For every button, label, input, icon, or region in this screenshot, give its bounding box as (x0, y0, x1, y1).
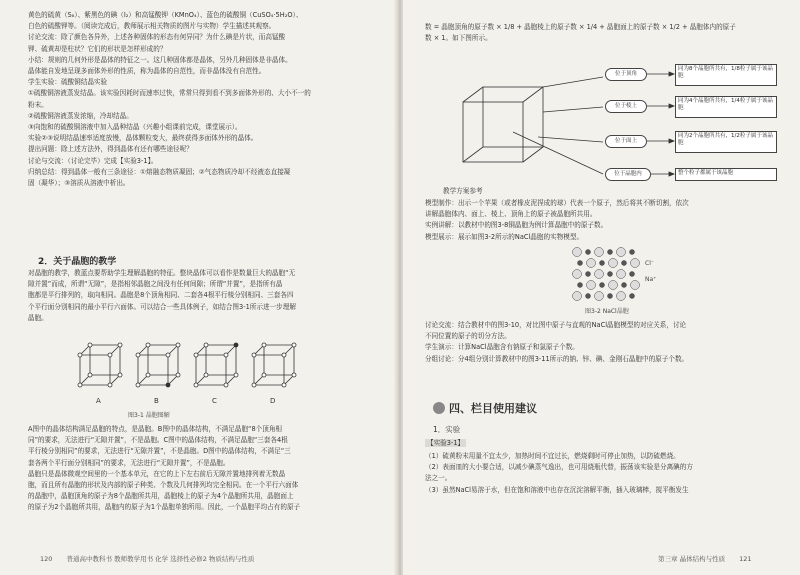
na-ion (608, 250, 613, 255)
discussion-text (425, 320, 785, 365)
cube-figure-b (136, 343, 180, 405)
text-line: 晶胞只是晶体微观空间里的一个基本单元，在它的上下左右前后无隙并置地排列着无数晶 (28, 469, 286, 478)
cl-ion (631, 281, 640, 290)
text-line: 隙并置”而成，所谓“无隙”，是指相邻晶胞之间没有任何间隙；所谓“并置”，是指所有晶 (28, 280, 283, 289)
ion-label-cl: Cl⁻ (645, 260, 655, 267)
na-ion (608, 294, 613, 299)
na-ion (586, 250, 591, 255)
text-line: 不同位置的原子的切分方法。 (425, 332, 511, 341)
subsection-experiment: 1．实验 (433, 425, 461, 434)
cl-ion (587, 281, 596, 290)
cl-ion (609, 259, 618, 268)
na-ion (578, 283, 583, 288)
text-line: 学生实验：硫酸铜结晶实验 (28, 78, 108, 87)
text-line: ②硫酸铜溶液蒸发浓缩，冷却结晶。 (28, 111, 133, 120)
text-line: 模型制作：出示一个苹果（或者橡皮泥捏成的球）代表一个原子，然后将其不断切割，依次 (425, 199, 689, 207)
na-ion (622, 261, 627, 266)
text-line: 晶胞。 (28, 313, 48, 322)
left-top-text (28, 10, 378, 189)
text-line: 讨论交流：除了颜色各异外，上述各种固体的形态有何异同？为什么碘是片状，而高锰酸 (28, 33, 286, 42)
text-line: （1）硫黄粉末用量不宜太少，加热时间不宜过长，燃烧剩时可停止加热，以防硫燃烧。 (425, 452, 680, 460)
text-line: 钾、硫黄却是柱状？它们的形状是怎样形成的？ (28, 44, 167, 53)
na-ion (630, 272, 635, 277)
figure-label: D (270, 397, 276, 405)
nacl-model (571, 246, 641, 304)
text-line: 固（凝华）；③溶质从溶液中析出。 (28, 179, 130, 188)
text-line: 同”的要求，无法进行“无隙并置”，不是晶胞。C图中的晶体结构，不满足晶胞“三套各4根 (28, 436, 288, 445)
text-line: 讲解晶胞体内、面上、棱上、顶角上的原子被晶胞所共用。 (425, 210, 597, 219)
left-footer (40, 554, 254, 563)
figure-label: A (96, 397, 101, 405)
cube-figure-c (194, 343, 238, 405)
text-line: A图中的晶体结构满足晶胞的特点，是晶胞。B图中的晶体结构，不满足晶胞“8个顶角相 (28, 425, 283, 433)
page-number-left: 120 (40, 555, 53, 563)
na-ion (600, 283, 605, 288)
left-footer-text: 普通高中教科书 教师教学用书 化学 选择性必修2 物质结构与性质 (66, 555, 255, 563)
oval-face: 位于面上 (605, 135, 647, 148)
cl-ion (617, 248, 626, 257)
text-line: 晶体能自发地呈现多面体外形的性质，称为晶体的自范性，而非晶体没有自范性。 (28, 67, 266, 76)
text-line: 模型展示：展示如图3-2所示的NaCl晶胞的实物模型。 (425, 232, 584, 241)
text-line: 胞，而且所有晶胞的形状及内部的原子种类、个数及几何排列均完全相同。在一个平行六面体 (28, 481, 299, 490)
left-page (0, 0, 397, 575)
text-line: 粉末。 (28, 100, 48, 109)
text-line: 黄色的硫黄（S₈）、紫黑色的碘（I₂）和高锰酸钾（KMnO₄）、蓝色的硫酸铜（CuSO₄·5H₂O）、 (28, 11, 303, 19)
figure-label: C (212, 397, 217, 405)
experiment-tag-label: 【实验3-1】 (427, 439, 465, 447)
cl-ion (617, 292, 626, 301)
text-line: 实例讲解：以教材中的图3-8铜晶胞为例计算晶胞中的原子数。 (425, 221, 608, 230)
text-line: 实验②③说明结晶速率适度放慢，晶体颗粒变大，最终获得多面体外形的晶体。 (28, 134, 258, 143)
section-four-heading (433, 400, 537, 416)
cl-ion (595, 248, 604, 257)
text-line: 数 = 晶胞顶角的原子数 × 1/8 + 晶胞棱上的原子数 × 1/4 + 晶胞面上的原子数 × 1/2 + 晶胞体内的原子 (425, 23, 736, 31)
cl-ion (587, 259, 596, 268)
right-footer-text: 第三章 晶体结构与性质 (658, 555, 726, 563)
section-unit-cell-title: 2．关于晶胞的教学 (38, 257, 117, 267)
text-line: 的原子为2个晶胞所共用，晶胞内的原子为1个晶胞单独所用。因此，一个晶胞平均占有的原子 (28, 503, 301, 512)
box-edge: 同为4个晶胞所共有，1/4粒子属于该晶胞 (675, 96, 777, 118)
text-line: 胞都是平行排列的，取向相同。晶胞是8个顶角相同、二套各4根平行棱分别相同、三套各四 (28, 291, 294, 300)
na-ion (586, 294, 591, 299)
na-ion (630, 294, 635, 299)
experiment-notes (425, 451, 785, 496)
text-line: 讨论交流：结合教材中的图3-10，对比图中原子与直观的NaCl晶胞模型的对应关系，讨论 (425, 321, 687, 329)
text-line: 白色的硫酸钾等。（阅读完成后，教师展示相关物质的图片与实物）学生描述其观察。 (28, 22, 276, 31)
section-bullet-icon (433, 402, 445, 414)
right-top-text (425, 22, 785, 44)
cl-ion (609, 281, 618, 290)
figure-3-2-caption: 图3-2 NaCl晶胞 (585, 308, 629, 315)
cube-figure-d (252, 343, 296, 405)
text-line: （2）表面皿的大小要合适，以减少碘蒸气逸出，也可用烧瓶代替，振荡该实验是分离碘的方 (425, 463, 693, 472)
experiment-tag (425, 438, 466, 449)
cl-ion (573, 292, 582, 301)
cube-figure-a (78, 343, 122, 405)
text-line: 归纳总结：得到晶体一般有三条途径：①熔融态物质凝固；②气态物质冷却不经液态直接凝 (28, 167, 291, 176)
figure-label: B (154, 397, 159, 405)
na-ion (608, 272, 613, 277)
cl-ion (595, 270, 604, 279)
text-line: ①硫酸铜溶液蒸发结晶。该实验因耗时而速率过快，常常只得到看不到多面体外形的、大小不一的 (28, 89, 311, 98)
unit-cell-explanation (28, 424, 378, 514)
text-line: 平行棱分别相同”的要求，无法进行“无隙并置”，不是晶胞。D图中的晶体结构，不满足“三 (28, 447, 291, 456)
ion-label-na: Na⁺ (645, 276, 657, 283)
teaching-plan-text (425, 198, 785, 243)
box-corner: 同为8个晶胞所共有，1/8粒子属于该晶胞 (675, 64, 777, 86)
na-ion (578, 261, 583, 266)
right-page (403, 0, 800, 575)
text-line: 套各两个平行面分别相同”的要求，无法进行“无隙并置”，不是晶胞。 (28, 458, 230, 467)
text-line: 个平行面分别相同的最小平行六面体。可以结合一些具体例子，如结合图3-1所示进一步理解 (28, 302, 296, 311)
cl-ion (595, 292, 604, 301)
diagram-arrows (647, 64, 677, 184)
unit-cell-text (28, 268, 378, 324)
cl-ion (617, 270, 626, 279)
cl-ion (631, 259, 640, 268)
text-line: 分组讨论：分4组分别计算教材中的图3-11所示的钠、锌、碘、金刚石晶胞中的原子个数。 (425, 354, 689, 363)
na-ion (630, 250, 635, 255)
text-line: 学生演示：计算NaCl晶胞含有钠原子和氯原子个数。 (425, 343, 579, 352)
right-footer (658, 554, 752, 563)
text-line: 法之一。 (425, 474, 452, 483)
teaching-plan-title: 教学方案参考 (443, 187, 483, 195)
text-line: 对晶胞的教学，教蓝点要帮助学生理解晶胞的特征。整块晶体可以看作是数量巨大的晶胞“无 (28, 269, 296, 277)
page-number-right: 121 (739, 555, 752, 563)
text-line: 数 × 1。如下图所示。 (425, 34, 492, 43)
text-line: （3）虽然NaCl易溶于水，但在饱和溶液中也存在沉淀溶解平衡，插入玻璃棒，搅平衡发生 (425, 485, 689, 494)
oval-interior: 位于晶胞内 (605, 168, 651, 181)
na-ion (600, 261, 605, 266)
na-ion (622, 283, 627, 288)
unit-cell-figure (70, 335, 310, 410)
oval-edge: 位于棱上 (605, 100, 647, 113)
text-line: 小结：规则的几何外形是晶体的特征之一。这几种固体都是晶体，另外几种固体是非晶体。 (28, 55, 292, 64)
cl-ion (573, 270, 582, 279)
text-line: 提出问题：除上述方法外，得到晶体有还有哪些途径呢？ (28, 145, 193, 154)
na-ion (586, 272, 591, 277)
figure-3-1-caption: 图3-1 晶胞图解 (128, 412, 170, 419)
oval-corner: 位于顶角 (605, 68, 647, 81)
box-face: 同为2个晶胞所共有，1/2粒子属于该晶胞 (675, 131, 777, 153)
text-line: ③向饱和的硫酸铜溶液中加入晶种结晶（兴趣小组课前完成，课堂展示）。 (28, 123, 242, 132)
box-interior: 整个粒子都属于该晶胞 (675, 168, 777, 181)
text-line: 讨论与交流：（讨论完毕）完成【实验3-1】。 (28, 156, 158, 165)
cl-ion (573, 248, 582, 257)
section-four-title: 四、栏目使用建议 (449, 402, 537, 415)
text-line: 的晶胞中，晶胞顶角的原子为8个晶胞所共用，晶胞棱上的原子为4个晶胞所共用，晶胞面上 (28, 492, 294, 501)
